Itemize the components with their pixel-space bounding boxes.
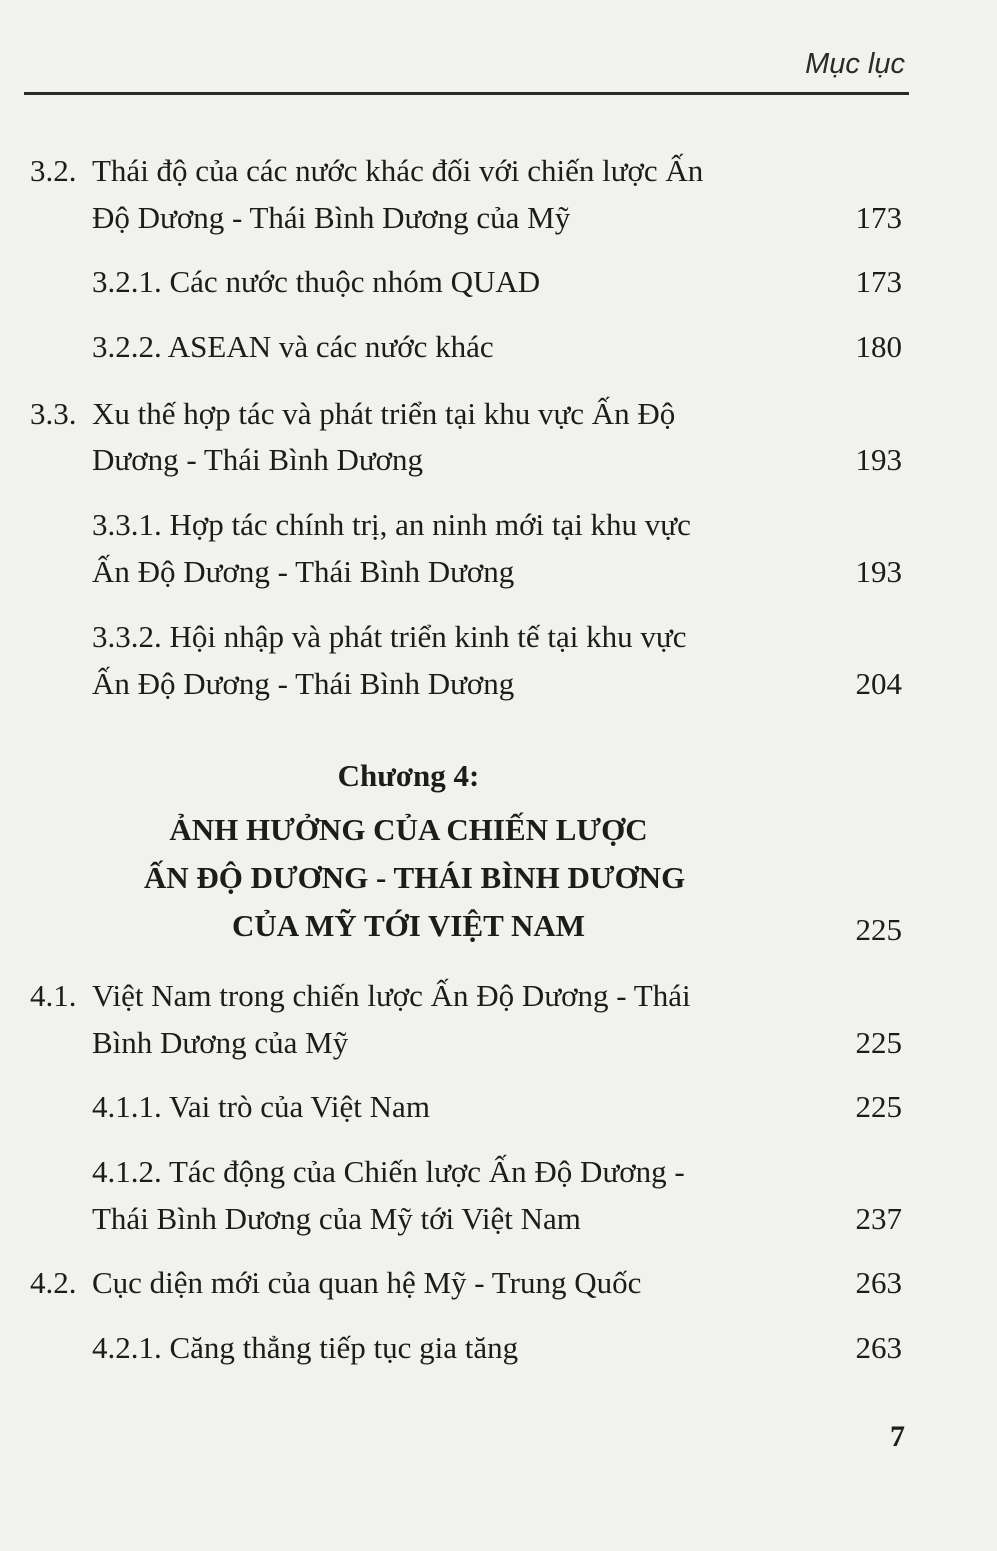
toc-entry-line: Dương - Thái Bình Dương <box>92 442 424 477</box>
toc-entry-page: 263 <box>855 1330 902 1365</box>
toc-entry-page: 263 <box>855 1265 902 1300</box>
toc-entry-page: 225 <box>855 1025 902 1060</box>
toc-entry-page: 173 <box>855 200 902 235</box>
toc-entry-line: Ấn Độ Dương - Thái Bình Dương <box>92 666 515 701</box>
toc-entry-line: 4.1.1. Vai trò của Việt Nam <box>92 1089 430 1124</box>
chapter-label: Chương 4: <box>337 758 480 793</box>
toc-entry-line: Xu thế hợp tác và phát triển tại khu vực Ấn Độ <box>92 396 676 431</box>
toc-entry-number: 3.3. <box>30 396 77 431</box>
toc-entry-page: 193 <box>855 554 902 589</box>
chapter-title-line: CỦA MỸ TỚI VIỆT NAM <box>231 908 586 943</box>
toc-entry-line: 3.3.1. Hợp tác chính trị, an ninh mới tại khu vực <box>92 507 691 542</box>
toc-entry-line: Thái độ của các nước khác đối với chiến lược Ấn <box>92 153 704 188</box>
toc-entry-number: 3.2. <box>30 153 77 188</box>
toc-entry-line: Thái Bình Dương của Mỹ tới Việt Nam <box>92 1201 581 1236</box>
toc-entry-line: Việt Nam trong chiến lược Ấn Độ Dương - Thái <box>92 978 691 1013</box>
toc-entry-number: 4.2. <box>30 1265 77 1300</box>
chapter-title-line: ẤN ĐỘ DƯƠNG - THÁI BÌNH DƯƠNG <box>143 860 686 895</box>
toc-entry-line: 4.2.1. Căng thẳng tiếp tục gia tăng <box>92 1330 519 1365</box>
toc-entry-line: 3.3.2. Hội nhập và phát triển kinh tế tại khu vực <box>92 619 687 654</box>
header-title: Mục lục <box>805 48 905 80</box>
toc-entry-line: Ấn Độ Dương - Thái Bình Dương <box>92 554 515 589</box>
toc-entry-line: 3.2.2. ASEAN và các nước khác <box>92 329 494 364</box>
chapter-page: 225 <box>855 912 902 947</box>
toc-entry-line: 3.2.1. Các nước thuộc nhóm QUAD <box>92 264 541 299</box>
toc-entry-line: Cục diện mới của quan hệ Mỹ - Trung Quốc <box>92 1265 642 1300</box>
chapter-title-line: ẢNH HƯỞNG CỦA CHIẾN LƯỢC <box>169 812 648 847</box>
toc-entry-page: 173 <box>855 264 902 299</box>
toc-entry-line: Độ Dương - Thái Bình Dương của Mỹ <box>92 200 571 235</box>
toc-entry-number: 4.1. <box>30 978 77 1013</box>
toc-entry-page: 237 <box>855 1201 902 1236</box>
toc-entry-page: 204 <box>855 666 902 701</box>
toc-entry-page: 225 <box>855 1089 902 1124</box>
toc-entry-line: 4.1.2. Tác động của Chiến lược Ấn Độ Dương - <box>92 1154 685 1189</box>
toc-entry-page: 180 <box>855 329 902 364</box>
footer-page-number: 7 <box>890 1420 905 1453</box>
toc-entry-page: 193 <box>855 442 902 477</box>
toc-entry-line: Bình Dương của Mỹ <box>92 1025 349 1060</box>
